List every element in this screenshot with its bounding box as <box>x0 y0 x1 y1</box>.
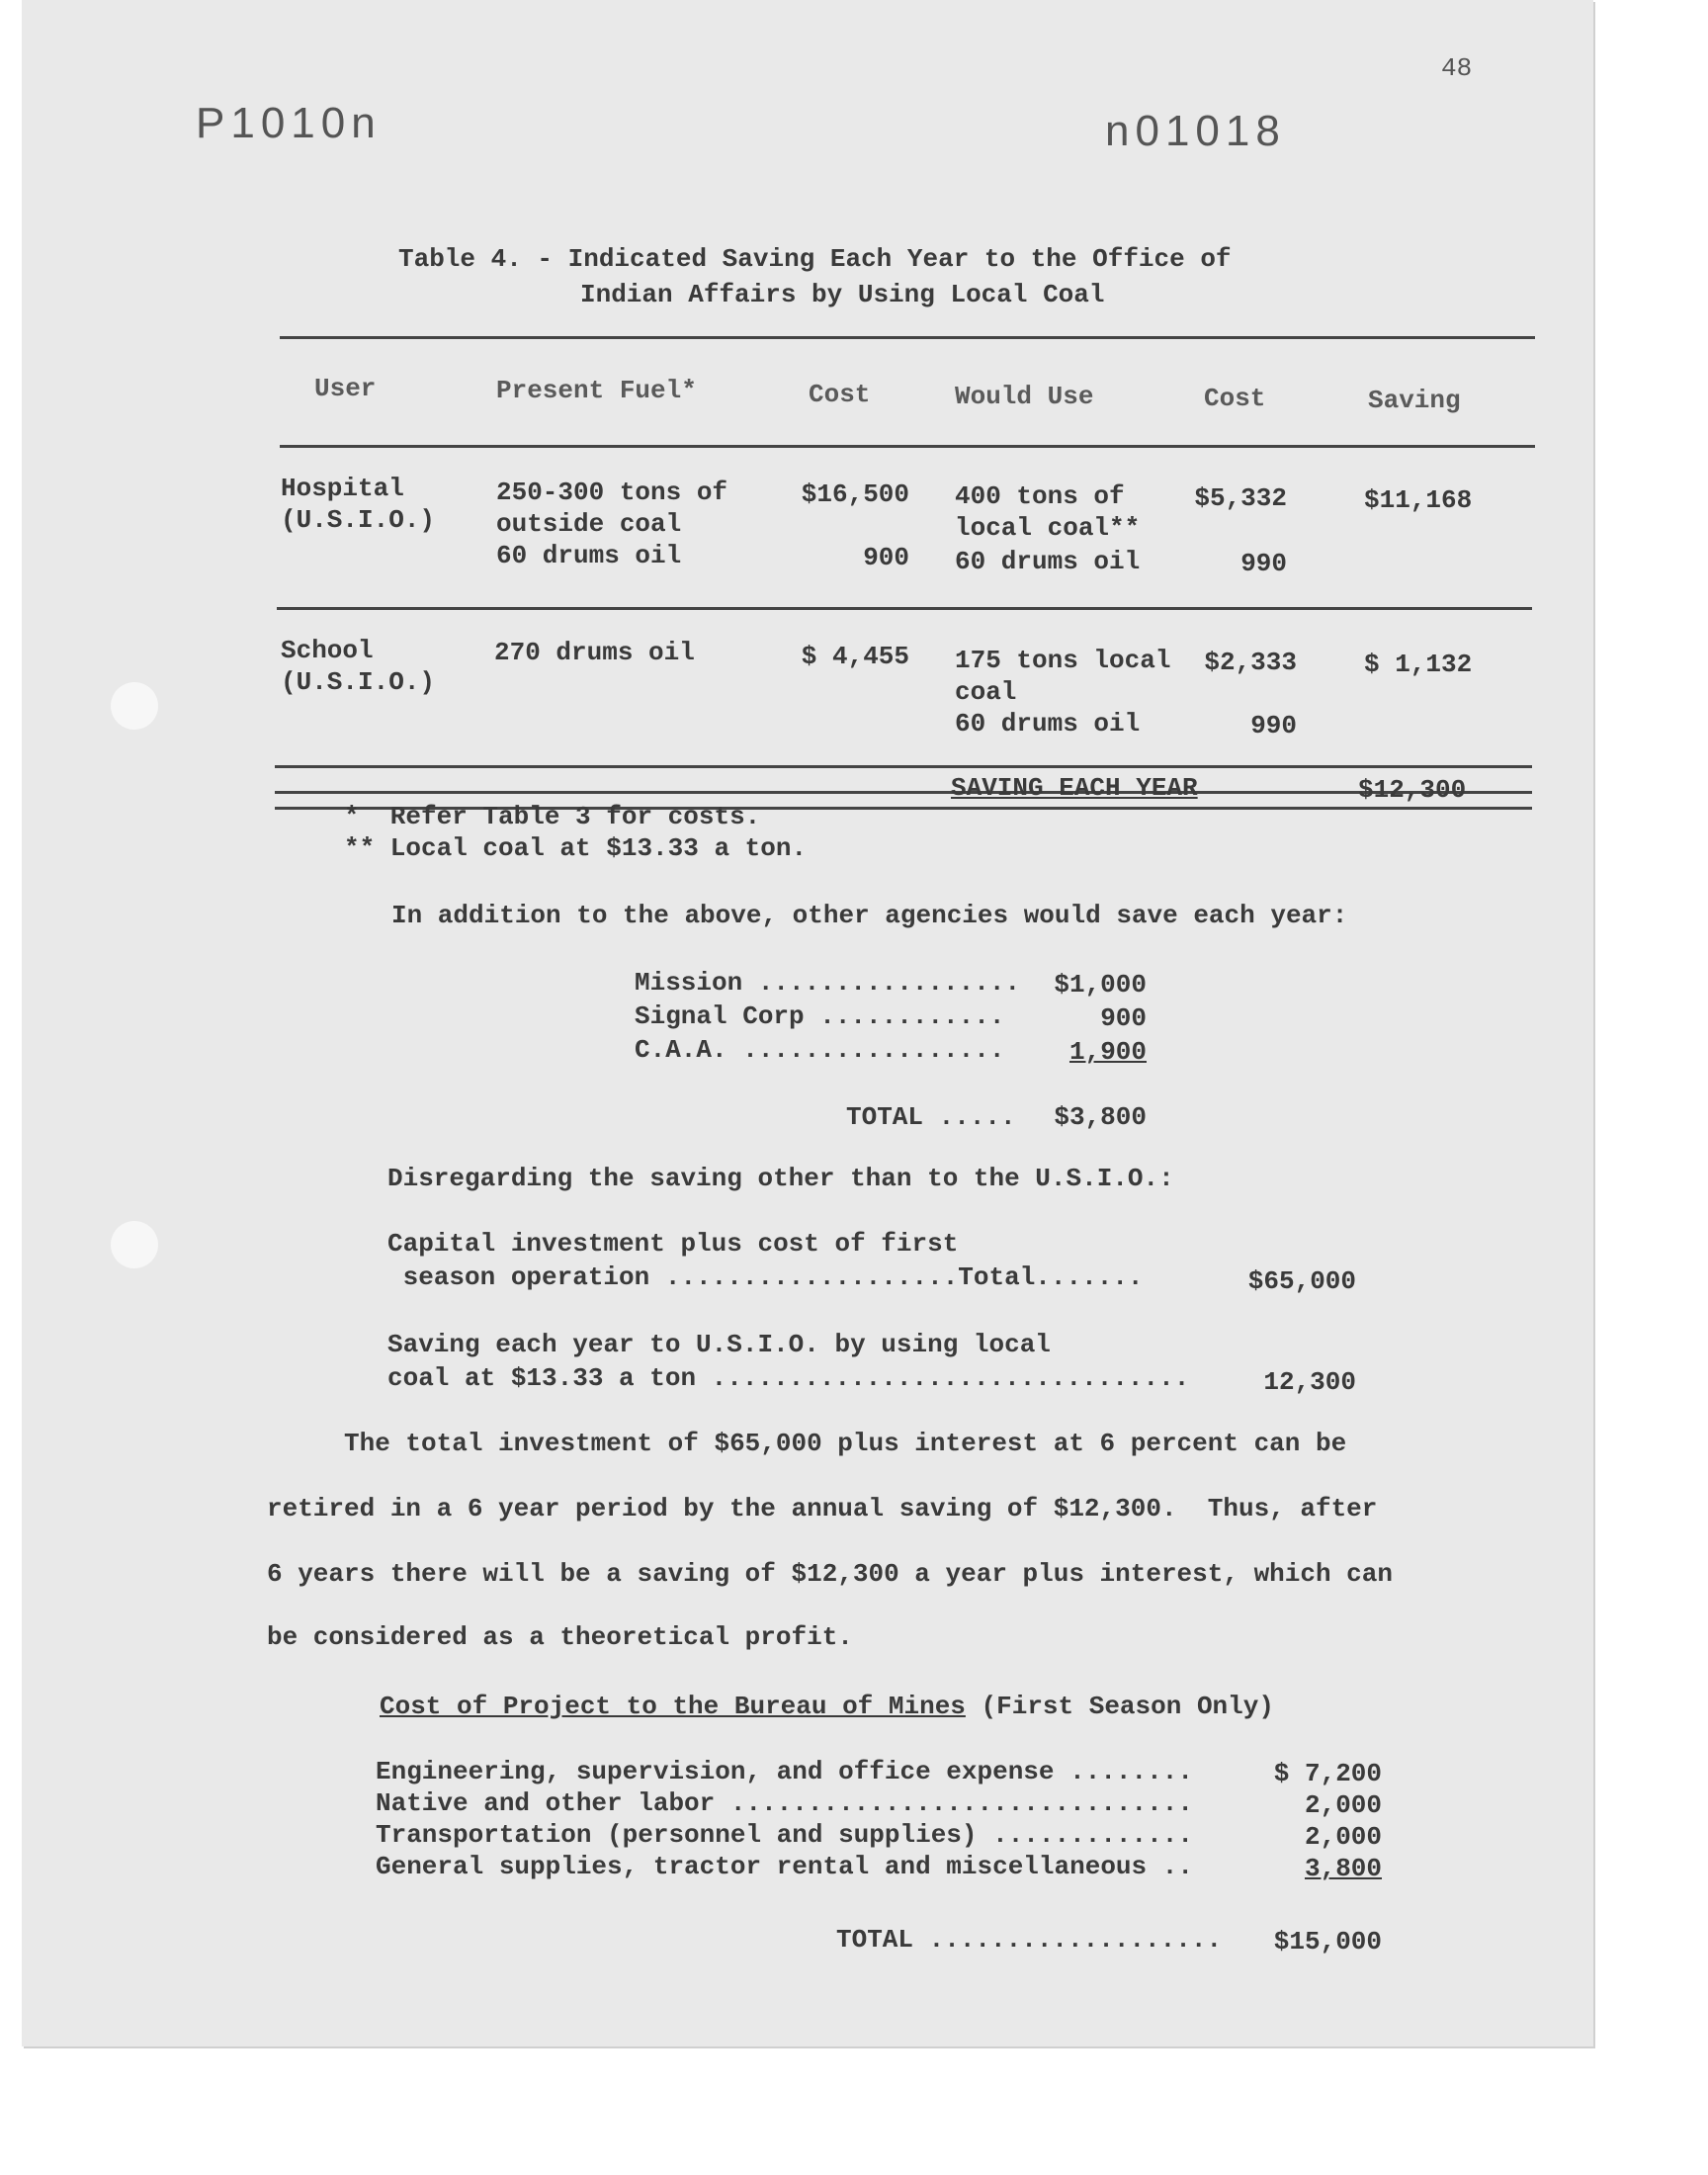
row1-cost1-line1: $16,500 <box>801 479 909 509</box>
agencies-intro: In addition to the above, other agencies would save each year: <box>391 901 1348 930</box>
punch-hole <box>111 1221 158 1268</box>
table-bottom-rule <box>275 765 1532 768</box>
project-item-engineering-label: Engineering, supervision, and office expense ........ <box>376 1757 1193 1786</box>
right-stamp: n01018 <box>1105 107 1286 155</box>
total-saving-label: SAVING EACH YEAR <box>951 773 1198 803</box>
project-item-labor-label: Native and other labor .............................. <box>376 1788 1193 1818</box>
row2-cost1-line1: $ 4,455 <box>801 642 909 671</box>
footnote-2: ** Local coal at $13.33 a ton. <box>344 833 808 863</box>
row2-saving: $ 1,132 <box>1364 650 1473 679</box>
row1-would-use-line3: 60 drums oil <box>955 547 1141 576</box>
project-total-value: $15,000 <box>1273 1927 1382 1957</box>
agency-mission-label: Mission ................. <box>635 968 1021 998</box>
project-item-labor-value: 2,000 <box>1304 1790 1382 1820</box>
usio-saving-line1: Saving each year to U.S.I.O. by using local <box>387 1330 1051 1359</box>
row1-cost2-line2: 990 <box>1240 549 1287 578</box>
row1-would-use-line1: 400 tons of <box>955 481 1125 511</box>
agencies-total-label: TOTAL ..... <box>846 1102 1016 1132</box>
row1-fuel-line2: outside coal <box>496 509 682 539</box>
agency-caa-value: 1,900 <box>1068 1037 1147 1067</box>
usio-saving-value: 12,300 <box>1263 1367 1356 1397</box>
row1-fuel-line1: 250-300 tons of <box>496 478 728 507</box>
table-title-line1: Table 4. - Indicated Saving Each Year to the Office of <box>398 244 1232 274</box>
paragraph-line4: be considered as a theoretical profit. <box>267 1622 853 1652</box>
row2-user-line1: School <box>281 636 374 665</box>
table-header-rule <box>280 445 1535 448</box>
total-rule <box>275 791 1532 794</box>
page-number: 48 <box>1441 53 1473 83</box>
row2-would-use-line3: 60 drums oil <box>955 709 1141 739</box>
table-top-rule <box>280 336 1535 339</box>
project-item-transportation-value: 2,000 <box>1304 1822 1382 1852</box>
row1-fuel-line3: 60 drums oil <box>496 541 682 570</box>
col-header-saving: Saving <box>1368 386 1461 415</box>
row2-cost2-line1: $2,333 <box>1204 648 1297 677</box>
project-item-supplies-label: General supplies, tractor rental and miscellaneous .. <box>376 1852 1193 1881</box>
project-item-transportation-label: Transportation (personnel and supplies) ............. <box>376 1820 1193 1850</box>
paragraph-line3: 6 years there will be a saving of $12,300 a year plus interest, which can <box>267 1559 1393 1589</box>
col-header-cost2: Cost <box>1204 384 1266 413</box>
row1-user-line2: (U.S.I.O.) <box>281 505 436 535</box>
project-item-supplies-value: 3,800 <box>1304 1854 1382 1883</box>
agencies-total-value: $3,800 <box>1054 1102 1147 1132</box>
left-stamp: P1010n <box>196 99 382 147</box>
row2-user-line2: (U.S.I.O.) <box>281 667 436 697</box>
agency-signal-corp-value: 900 <box>1100 1003 1147 1033</box>
row2-would-use-line2: coal <box>955 677 1017 707</box>
usio-saving-line2: coal at $13.33 a ton ............................... <box>387 1363 1190 1393</box>
row1-would-use-line2: local coal** <box>955 513 1141 543</box>
col-header-cost1: Cost <box>809 380 871 409</box>
row1-cost1-line2: 900 <box>863 543 909 572</box>
table-title-line2: Indian Affairs by Using Local Coal <box>580 280 1105 309</box>
agency-mission-value: $1,000 <box>1054 970 1147 1000</box>
col-header-present-fuel: Present Fuel* <box>496 376 697 405</box>
agency-signal-corp-label: Signal Corp ............ <box>635 1001 1005 1031</box>
col-header-user: User <box>314 374 377 403</box>
row2-would-use-line1: 175 tons local <box>955 646 1171 675</box>
row1-saving: $11,168 <box>1364 485 1473 515</box>
row2-cost2-line2: 990 <box>1250 711 1297 740</box>
punch-hole <box>111 682 158 730</box>
footnote-1: * Refer Table 3 for costs. <box>344 802 761 831</box>
capital-line2: season operation ...................Total....... <box>387 1262 1144 1292</box>
total-saving-value: $12,300 <box>1358 775 1467 805</box>
paragraph-line2: retired in a 6 year period by the annual saving of $12,300. Thus, after <box>267 1494 1378 1523</box>
agency-caa-label: C.A.A. ................. <box>635 1035 1005 1065</box>
project-heading-underlined: Cost of Project to the Bureau of Mines <box>380 1692 966 1721</box>
row2-fuel-line1: 270 drums oil <box>494 638 695 667</box>
project-item-engineering-value: $ 7,200 <box>1273 1759 1382 1788</box>
col-header-would-use: Would Use <box>955 382 1094 411</box>
capital-line1: Capital investment plus cost of first <box>387 1229 959 1259</box>
row1-user-line1: Hospital <box>281 474 404 503</box>
row1-cost2-line1: $5,332 <box>1194 483 1287 513</box>
project-heading <box>380 1691 1274 1722</box>
paragraph-line1: The total investment of $65,000 plus interest at 6 percent can be <box>267 1429 1347 1458</box>
project-heading-rest: (First Season Only) <box>965 1692 1274 1721</box>
usio-intro: Disregarding the saving other than to the U.S.I.O.: <box>387 1164 1174 1193</box>
project-total-label: TOTAL ................... <box>836 1925 1223 1955</box>
capital-value: $65,000 <box>1247 1266 1356 1296</box>
row-separator-rule <box>277 607 1532 610</box>
